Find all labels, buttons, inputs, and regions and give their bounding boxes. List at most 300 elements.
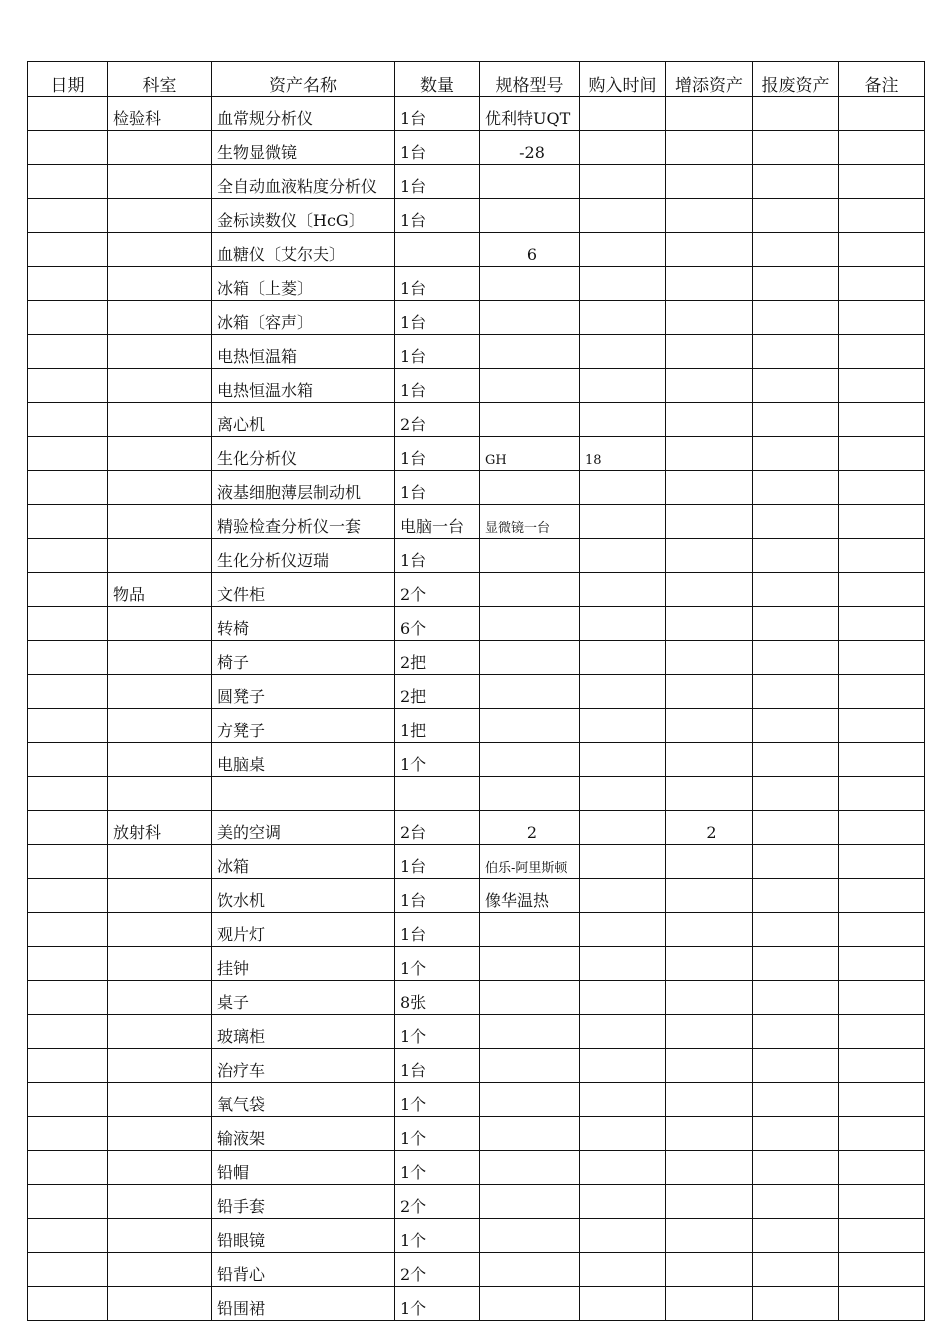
cell-quantity: [395, 777, 480, 811]
cell-quantity-text: 1台: [400, 347, 427, 367]
cell-added-assets: [666, 267, 753, 301]
cell-scrapped-assets: [753, 301, 839, 335]
cell-scrapped-assets: [753, 1117, 839, 1151]
cell-asset-name-text: 氧气袋: [217, 1095, 266, 1115]
cell-asset-name-text: 金标读数仪〔HcG〕: [217, 211, 365, 231]
cell-department: [108, 607, 212, 641]
cell-quantity: [395, 845, 480, 879]
table-row: [28, 369, 925, 403]
cell-date: [28, 199, 108, 233]
cell-scrapped-assets: [753, 97, 839, 131]
header-quantity: 数量: [395, 62, 480, 97]
cell-quantity: [395, 709, 480, 743]
cell-quantity: [395, 743, 480, 777]
cell-spec-model: [480, 641, 580, 675]
header-remarks: 备注: [839, 62, 925, 97]
table-body: [28, 97, 925, 1321]
cell-department: [108, 97, 212, 131]
cell-purchase-time: [580, 1015, 666, 1049]
cell-quantity-text: 1个: [400, 1095, 427, 1115]
cell-quantity-text: 1台: [400, 109, 427, 129]
cell-quantity-text: 1台: [400, 483, 427, 503]
asset-inventory-table: [27, 61, 925, 1321]
table-row: [28, 1083, 925, 1117]
cell-department: [108, 1287, 212, 1321]
cell-purchase-time: [580, 403, 666, 437]
cell-remarks: [839, 97, 925, 131]
cell-spec-model: [480, 267, 580, 301]
cell-department: [108, 369, 212, 403]
cell-asset-name: [212, 1015, 395, 1049]
cell-added-assets: [666, 743, 753, 777]
cell-spec-model: [480, 573, 580, 607]
cell-department: [108, 913, 212, 947]
cell-spec-model: [480, 777, 580, 811]
cell-remarks: [839, 369, 925, 403]
header-row: [28, 62, 925, 97]
cell-remarks: [839, 709, 925, 743]
cell-quantity-text: 1台: [400, 891, 427, 911]
cell-date: [28, 301, 108, 335]
cell-asset-name-text: 电热恒温水箱: [217, 381, 314, 401]
cell-added-assets: [666, 845, 753, 879]
cell-department-text: 物品: [113, 585, 146, 605]
cell-remarks: [839, 743, 925, 777]
table-row: [28, 1151, 925, 1185]
cell-date: [28, 1083, 108, 1117]
cell-spec-model: [480, 879, 580, 913]
cell-spec-model: [480, 1117, 580, 1151]
cell-scrapped-assets: [753, 641, 839, 675]
cell-quantity: [395, 97, 480, 131]
cell-asset-name-text: 冰箱〔容声〕: [217, 313, 314, 333]
cell-spec-model: [480, 1083, 580, 1117]
cell-department: [108, 1253, 212, 1287]
cell-quantity: [395, 233, 480, 267]
cell-asset-name-text: 生化分析仪迈瑞: [217, 551, 330, 571]
cell-remarks: [839, 1083, 925, 1117]
cell-department: [108, 437, 212, 471]
cell-asset-name-text: 铅眼镜: [217, 1231, 266, 1251]
cell-asset-name-text: 圆凳子: [217, 687, 266, 707]
cell-spec-model: [480, 165, 580, 199]
cell-date: [28, 267, 108, 301]
cell-added-assets: [666, 777, 753, 811]
cell-asset-name-text: 玻璃柜: [217, 1027, 266, 1047]
cell-spec-model: [480, 1287, 580, 1321]
cell-asset-name: [212, 1151, 395, 1185]
cell-remarks: [839, 437, 925, 471]
cell-asset-name-text: 铅围裙: [217, 1299, 266, 1319]
cell-quantity: [395, 879, 480, 913]
cell-scrapped-assets: [753, 539, 839, 573]
cell-asset-name-text: 铅手套: [217, 1197, 266, 1217]
cell-date: [28, 981, 108, 1015]
table-row: [28, 1253, 925, 1287]
cell-spec-model: [480, 1253, 580, 1287]
cell-scrapped-assets: [753, 335, 839, 369]
cell-scrapped-assets: [753, 471, 839, 505]
table-row: [28, 675, 925, 709]
cell-quantity-text: 1个: [400, 959, 427, 979]
cell-added-assets: [666, 301, 753, 335]
cell-department: [108, 505, 212, 539]
cell-quantity-text: 1个: [400, 1299, 427, 1319]
cell-quantity: [395, 1015, 480, 1049]
cell-date: [28, 879, 108, 913]
cell-spec-model: [480, 947, 580, 981]
cell-added-assets: [666, 369, 753, 403]
cell-quantity-text: 1台: [400, 449, 427, 469]
cell-added-assets: [666, 879, 753, 913]
cell-date: [28, 675, 108, 709]
cell-department: [108, 335, 212, 369]
cell-date: [28, 1049, 108, 1083]
cell-scrapped-assets: [753, 811, 839, 845]
cell-scrapped-assets: [753, 1253, 839, 1287]
cell-purchase-time: [580, 1049, 666, 1083]
cell-quantity: [395, 1117, 480, 1151]
cell-purchase-time: [580, 539, 666, 573]
cell-quantity: [395, 913, 480, 947]
cell-scrapped-assets: [753, 1015, 839, 1049]
header-spec-model: 规格型号: [480, 62, 580, 97]
table-row: [28, 131, 925, 165]
cell-scrapped-assets: [753, 369, 839, 403]
table-row: [28, 301, 925, 335]
cell-date: [28, 505, 108, 539]
cell-quantity: [395, 1083, 480, 1117]
cell-purchase-time: [580, 301, 666, 335]
cell-added-assets: [666, 947, 753, 981]
cell-asset-name-text: 全自动血液粘度分析仪: [217, 177, 378, 197]
cell-asset-name-text: 治疗车: [217, 1061, 266, 1081]
cell-department: [108, 947, 212, 981]
table-row: [28, 165, 925, 199]
cell-added-assets: [666, 913, 753, 947]
cell-asset-name-text: 输液架: [217, 1129, 266, 1149]
table-row: [28, 641, 925, 675]
cell-asset-name: [212, 335, 395, 369]
cell-spec-model: [480, 675, 580, 709]
cell-quantity-text: 6个: [400, 619, 427, 639]
cell-spec-model-text: GH: [485, 452, 507, 468]
cell-scrapped-assets: [753, 403, 839, 437]
table-row: [28, 403, 925, 437]
cell-purchase-time: [580, 879, 666, 913]
cell-scrapped-assets: [753, 709, 839, 743]
cell-scrapped-assets: [753, 505, 839, 539]
cell-quantity: [395, 1287, 480, 1321]
cell-quantity-text: 1台: [400, 177, 427, 197]
cell-scrapped-assets: [753, 1287, 839, 1321]
cell-spec-model-text: 显微镜一台: [485, 520, 551, 536]
cell-quantity-text: 2把: [400, 653, 427, 673]
cell-asset-name: [212, 97, 395, 131]
cell-department: [108, 811, 212, 845]
cell-remarks: [839, 1219, 925, 1253]
cell-date: [28, 845, 108, 879]
cell-asset-name-text: 生物显微镜: [217, 143, 298, 163]
table-row: [28, 97, 925, 131]
table-row: [28, 233, 925, 267]
cell-quantity-text: 1台: [400, 313, 427, 333]
cell-remarks: [839, 1015, 925, 1049]
cell-asset-name-text: 文件柜: [217, 585, 266, 605]
table-row: [28, 1049, 925, 1083]
cell-asset-name: [212, 267, 395, 301]
cell-added-assets: [666, 1185, 753, 1219]
cell-department: [108, 199, 212, 233]
cell-date: [28, 743, 108, 777]
cell-purchase-time: [580, 199, 666, 233]
table-row: [28, 811, 925, 845]
cell-scrapped-assets: [753, 437, 839, 471]
cell-scrapped-assets: [753, 607, 839, 641]
cell-added-assets: [666, 675, 753, 709]
cell-remarks: [839, 1151, 925, 1185]
cell-date: [28, 131, 108, 165]
cell-remarks: [839, 165, 925, 199]
cell-quantity: [395, 403, 480, 437]
cell-quantity: [395, 1185, 480, 1219]
cell-asset-name: [212, 1049, 395, 1083]
cell-purchase-time: [580, 607, 666, 641]
cell-spec-model: [480, 1151, 580, 1185]
cell-added-assets: [666, 131, 753, 165]
cell-quantity: [395, 1151, 480, 1185]
cell-date: [28, 437, 108, 471]
cell-spec-model: [480, 539, 580, 573]
cell-quantity-text: 2台: [400, 415, 427, 435]
cell-remarks: [839, 641, 925, 675]
cell-date: [28, 913, 108, 947]
cell-department: [108, 1219, 212, 1253]
cell-asset-name: [212, 1083, 395, 1117]
table-row: [28, 573, 925, 607]
cell-quantity-text: 电脑一台: [400, 517, 465, 537]
cell-purchase-time: [580, 165, 666, 199]
cell-scrapped-assets: [753, 131, 839, 165]
cell-purchase-time: [580, 947, 666, 981]
cell-asset-name-text: 铅背心: [217, 1265, 266, 1285]
cell-spec-model: [480, 1049, 580, 1083]
cell-quantity-text: 1把: [400, 721, 427, 741]
cell-date: [28, 1015, 108, 1049]
cell-asset-name-text: 冰箱: [217, 857, 250, 877]
cell-asset-name-text: 椅子: [217, 653, 250, 673]
cell-quantity: [395, 947, 480, 981]
cell-asset-name: [212, 1219, 395, 1253]
cell-purchase-time: [580, 1151, 666, 1185]
cell-quantity: [395, 1049, 480, 1083]
cell-quantity-text: 1个: [400, 1027, 427, 1047]
cell-purchase-time: [580, 1287, 666, 1321]
cell-scrapped-assets: [753, 1151, 839, 1185]
cell-asset-name: [212, 709, 395, 743]
table-row: [28, 709, 925, 743]
cell-asset-name-text: 生化分析仪: [217, 449, 298, 469]
cell-department: [108, 267, 212, 301]
cell-date: [28, 233, 108, 267]
cell-spec-model: [480, 199, 580, 233]
cell-scrapped-assets: [753, 573, 839, 607]
cell-remarks: [839, 1117, 925, 1151]
cell-asset-name: [212, 301, 395, 335]
cell-scrapped-assets: [753, 675, 839, 709]
table-row: [28, 335, 925, 369]
cell-spec-model: [480, 845, 580, 879]
cell-spec-model: [480, 471, 580, 505]
cell-remarks: [839, 947, 925, 981]
cell-scrapped-assets: [753, 1219, 839, 1253]
cell-date: [28, 97, 108, 131]
cell-remarks: [839, 981, 925, 1015]
cell-quantity-text: 2把: [400, 687, 427, 707]
cell-date: [28, 1185, 108, 1219]
cell-purchase-time: [580, 709, 666, 743]
cell-spec-model: [480, 709, 580, 743]
cell-purchase-time: [580, 505, 666, 539]
cell-spec-model-text: -28: [519, 143, 545, 163]
table-row: [28, 777, 925, 811]
cell-remarks: [839, 675, 925, 709]
cell-added-assets: [666, 233, 753, 267]
cell-added-assets: [666, 709, 753, 743]
cell-added-assets: [666, 199, 753, 233]
cell-department: [108, 233, 212, 267]
cell-spec-model: [480, 1185, 580, 1219]
cell-spec-model: [480, 811, 580, 845]
cell-remarks: [839, 267, 925, 301]
cell-purchase-time-text: 18: [585, 452, 602, 468]
cell-asset-name: [212, 1287, 395, 1321]
cell-quantity-text: 1个: [400, 1129, 427, 1149]
cell-department-text: 检验科: [113, 109, 162, 129]
cell-department: [108, 879, 212, 913]
cell-remarks: [839, 1049, 925, 1083]
cell-added-assets: [666, 97, 753, 131]
cell-spec-model-text: 像华温热: [485, 891, 550, 911]
cell-asset-name: [212, 1253, 395, 1287]
cell-purchase-time: [580, 437, 666, 471]
cell-asset-name: [212, 505, 395, 539]
cell-spec-model: [480, 131, 580, 165]
cell-quantity-text: 2个: [400, 1197, 427, 1217]
cell-purchase-time: [580, 471, 666, 505]
table-row: [28, 879, 925, 913]
cell-remarks: [839, 777, 925, 811]
cell-date: [28, 1253, 108, 1287]
cell-purchase-time: [580, 913, 666, 947]
cell-quantity: [395, 641, 480, 675]
cell-asset-name: [212, 1185, 395, 1219]
cell-quantity-text: 1台: [400, 143, 427, 163]
header-asset-name: 资产名称: [212, 62, 395, 97]
cell-added-assets: [666, 1253, 753, 1287]
table-row: [28, 1287, 925, 1321]
cell-quantity-text: 1台: [400, 857, 427, 877]
cell-purchase-time: [580, 641, 666, 675]
cell-asset-name-text: 血常规分析仪: [217, 109, 314, 129]
table-row: [28, 913, 925, 947]
cell-date: [28, 811, 108, 845]
cell-remarks: [839, 811, 925, 845]
cell-asset-name-text: 液基细胞薄层制动机: [217, 483, 362, 503]
cell-asset-name: [212, 573, 395, 607]
cell-remarks: [839, 913, 925, 947]
cell-quantity: [395, 335, 480, 369]
cell-date: [28, 777, 108, 811]
table-row: [28, 1219, 925, 1253]
cell-added-assets: [666, 1151, 753, 1185]
table-row: [28, 1015, 925, 1049]
cell-asset-name-text: 血糖仪〔艾尔夫〕: [217, 245, 346, 265]
cell-scrapped-assets: [753, 845, 839, 879]
cell-spec-model: [480, 981, 580, 1015]
cell-asset-name-text: 电热恒温箱: [217, 347, 298, 367]
table-row: [28, 845, 925, 879]
cell-purchase-time: [580, 1185, 666, 1219]
cell-asset-name: [212, 437, 395, 471]
cell-purchase-time: [580, 233, 666, 267]
cell-purchase-time: [580, 1117, 666, 1151]
cell-spec-model: [480, 403, 580, 437]
cell-quantity-text: 1台: [400, 381, 427, 401]
table-row: [28, 607, 925, 641]
cell-date: [28, 573, 108, 607]
cell-scrapped-assets: [753, 777, 839, 811]
table-row: [28, 947, 925, 981]
cell-quantity: [395, 1219, 480, 1253]
cell-remarks: [839, 879, 925, 913]
cell-date: [28, 403, 108, 437]
cell-remarks: [839, 403, 925, 437]
cell-asset-name-text: 冰箱〔上菱〕: [217, 279, 314, 299]
cell-date: [28, 1219, 108, 1253]
cell-quantity: [395, 539, 480, 573]
cell-quantity: [395, 607, 480, 641]
cell-asset-name-text: 美的空调: [217, 823, 282, 843]
cell-department: [108, 539, 212, 573]
cell-purchase-time: [580, 335, 666, 369]
cell-date: [28, 1151, 108, 1185]
cell-purchase-time: [580, 1253, 666, 1287]
cell-quantity: [395, 573, 480, 607]
cell-quantity-text: 1个: [400, 755, 427, 775]
table-row: [28, 981, 925, 1015]
cell-spec-model: [480, 505, 580, 539]
cell-department: [108, 403, 212, 437]
cell-asset-name: [212, 539, 395, 573]
cell-added-assets: [666, 1287, 753, 1321]
cell-remarks: [839, 131, 925, 165]
cell-quantity: [395, 199, 480, 233]
cell-asset-name: [212, 777, 395, 811]
header-department: 科室: [108, 62, 212, 97]
cell-scrapped-assets: [753, 743, 839, 777]
cell-added-assets: [666, 573, 753, 607]
cell-quantity: [395, 1253, 480, 1287]
table-row: [28, 437, 925, 471]
cell-asset-name: [212, 981, 395, 1015]
cell-quantity-text: 1个: [400, 1231, 427, 1251]
cell-quantity-text: 2台: [400, 823, 427, 843]
cell-department: [108, 709, 212, 743]
cell-remarks: [839, 199, 925, 233]
cell-added-assets: [666, 641, 753, 675]
cell-quantity-text: 8张: [400, 993, 427, 1013]
